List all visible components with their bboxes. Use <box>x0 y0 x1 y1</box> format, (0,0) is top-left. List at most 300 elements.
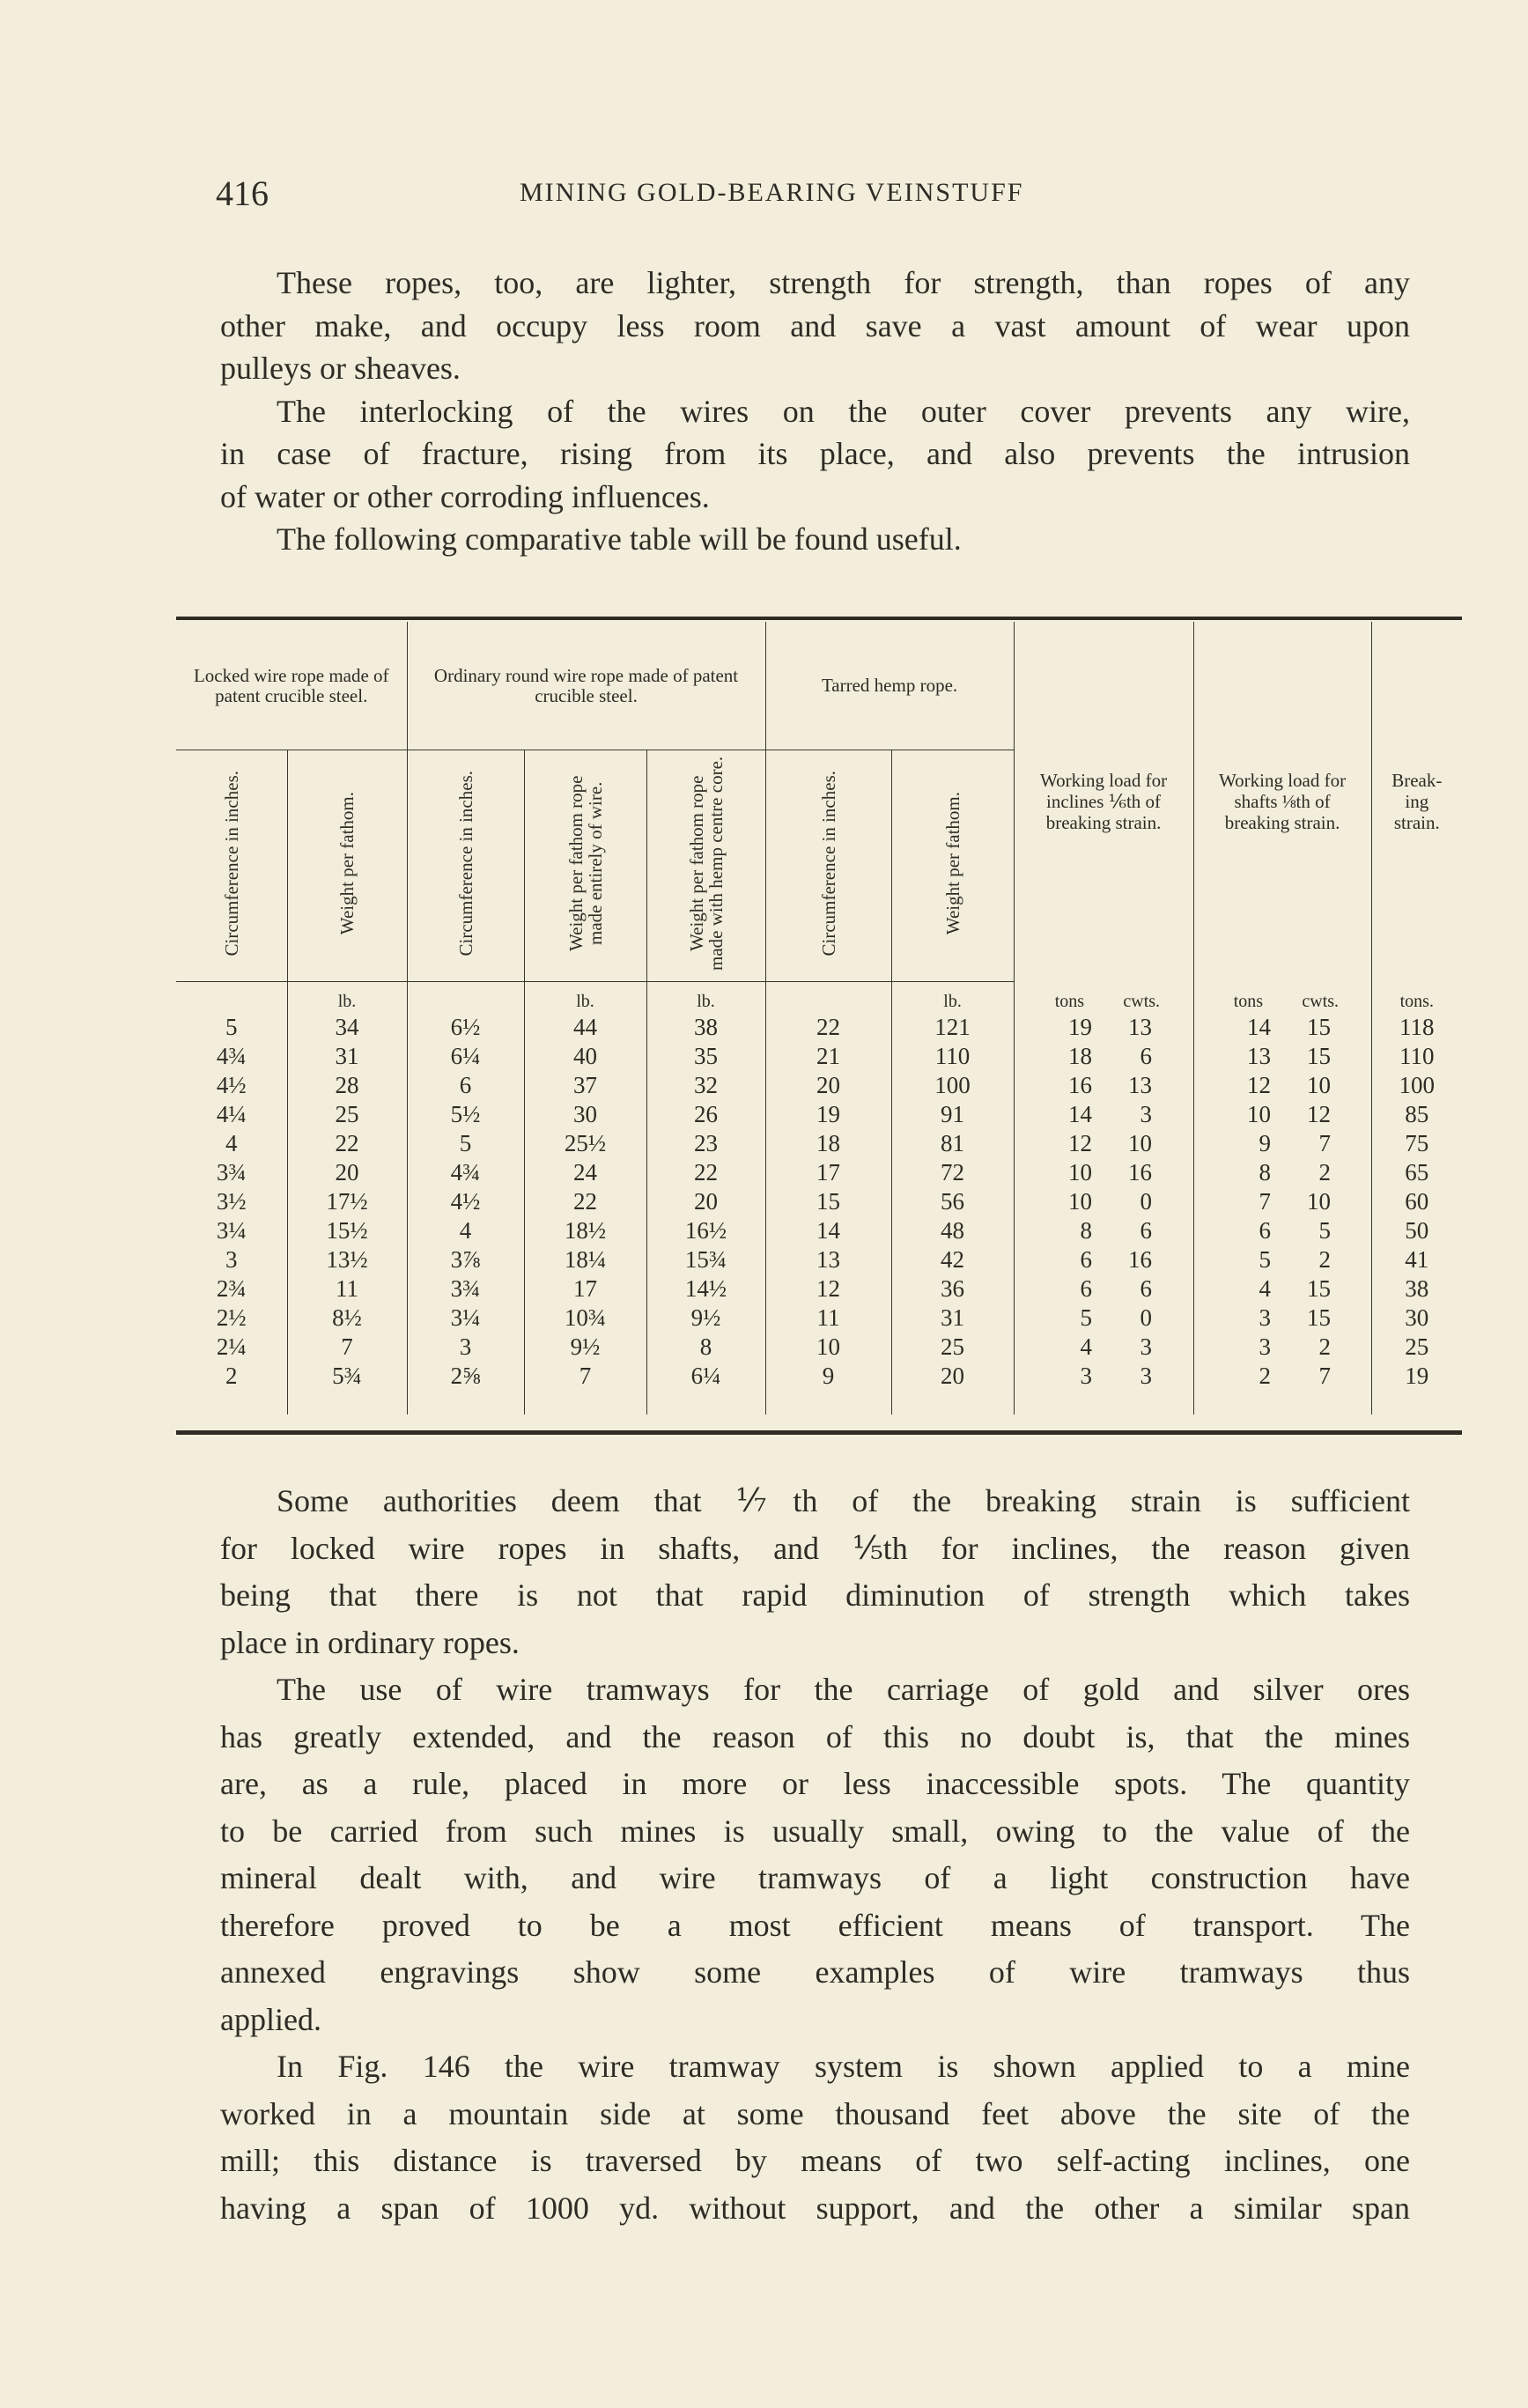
header-working-load-inclines: Working load for inclines ⅙th of breaking strain. <box>1014 622 1193 982</box>
table-cell <box>891 1186 1014 1215</box>
cell-value: 22 <box>694 1158 719 1186</box>
table-cell <box>407 1303 524 1332</box>
table-cell <box>891 1128 1014 1157</box>
cell-value: 2 <box>1318 1158 1332 1186</box>
cell-value: 12 <box>1307 1100 1332 1127</box>
cell-value: 3 <box>1140 1362 1153 1389</box>
cell-value: 22 <box>573 1187 598 1215</box>
cell-value: 32 <box>694 1071 719 1098</box>
unit-label: lb. <box>891 982 1014 1013</box>
cell-value: 65 <box>1405 1158 1429 1186</box>
table-cell <box>287 1070 407 1099</box>
table-cell <box>1371 1128 1462 1157</box>
table-cell <box>765 1186 891 1215</box>
cell-value: 72 <box>941 1158 965 1186</box>
cell-value: 10 <box>1068 1158 1093 1186</box>
table-cell <box>765 1012 891 1041</box>
table-cell <box>765 1215 891 1245</box>
cell-value: 19 <box>816 1100 841 1127</box>
cell-value: 3¼ <box>450 1304 481 1331</box>
table-row <box>176 1186 1462 1215</box>
table-cell <box>1014 1215 1193 1245</box>
table-row <box>176 1245 1462 1274</box>
cell-value: 11 <box>336 1274 358 1302</box>
cell-value: 15½ <box>326 1216 368 1244</box>
cell-value: 7 <box>1318 1362 1332 1389</box>
cell-value: 2 <box>1318 1245 1332 1273</box>
subheader-label: Weight per fathom. <box>336 791 358 935</box>
table-cell <box>891 1157 1014 1186</box>
table-cell <box>1193 1215 1371 1245</box>
unit-label: tons <box>1233 992 1264 1011</box>
text-line: pulleys or sheaves. <box>220 351 461 386</box>
cell-value: 14 <box>1247 1013 1272 1040</box>
table-cell <box>407 1070 524 1099</box>
table-cell <box>1014 1070 1193 1099</box>
cell-value: 75 <box>1405 1129 1429 1156</box>
table-top-rule <box>176 617 1462 620</box>
table-cell <box>646 1274 765 1303</box>
unit-label: lb. <box>646 982 765 1013</box>
table-cell <box>524 1041 646 1070</box>
cell-value: 81 <box>941 1129 965 1156</box>
unit-label: lb. <box>287 982 407 1013</box>
table-cell <box>646 1332 765 1361</box>
table-cell <box>891 1274 1014 1303</box>
header-ordinary-wire-rope: Ordinary round wire rope made of patent crucible steel. <box>407 622 765 750</box>
cell-value: 36 <box>941 1274 965 1302</box>
table-cell <box>646 1361 765 1415</box>
table-cell <box>287 1099 407 1128</box>
table-row <box>176 1070 1462 1099</box>
table-cell <box>287 1245 407 1274</box>
table-cell <box>1193 1070 1371 1099</box>
intro-text <box>220 262 1410 561</box>
table-cell <box>1193 1274 1371 1303</box>
text-line: These ropes, too, are lighter, strength for strength, than ropes of any <box>277 265 1410 300</box>
table-cell <box>287 1041 407 1070</box>
cell-value: 91 <box>941 1100 965 1127</box>
cell-value: 118 <box>1399 1013 1435 1040</box>
table-cell <box>176 1274 287 1303</box>
cell-value: 9 <box>1259 1129 1272 1156</box>
cell-value: 10¾ <box>564 1304 607 1331</box>
cell-value: 10 <box>1307 1187 1332 1215</box>
cell-value: 18 <box>1068 1042 1093 1069</box>
cell-value: 3 <box>1140 1333 1153 1360</box>
text-line: The following comparative table will be found useful. <box>277 521 962 557</box>
table-cell <box>646 1128 765 1157</box>
table-cell <box>407 1128 524 1157</box>
table-cell <box>1371 1099 1462 1128</box>
cell-value: 11 <box>816 1304 840 1331</box>
table-cell <box>1371 1041 1462 1070</box>
table-cell <box>176 1128 287 1157</box>
table-cell <box>524 1128 646 1157</box>
table-cell <box>287 1332 407 1361</box>
table-cell <box>407 1157 524 1186</box>
table-cell <box>1193 1361 1371 1415</box>
units-row <box>176 982 1462 1013</box>
table-cell <box>646 1245 765 1274</box>
cell-value: 5 <box>1080 1304 1093 1331</box>
table-cell <box>176 1186 287 1215</box>
table-cell <box>407 1215 524 1245</box>
table-cell <box>1014 1099 1193 1128</box>
table-cell <box>765 1099 891 1128</box>
table-cell <box>287 1274 407 1303</box>
text-line: annexed engravings show some examples of wire tramways thus <box>220 1954 1410 1990</box>
cell-value: 6 <box>1080 1245 1093 1273</box>
text-line: are, as a rule, placed in more or less inaccessible spots. The quantity <box>220 1766 1410 1801</box>
table-cell <box>1014 1361 1193 1415</box>
table-cell <box>646 1099 765 1128</box>
cell-value: 25 <box>335 1100 359 1127</box>
cell-value: 50 <box>1405 1216 1429 1244</box>
table-cell <box>524 1245 646 1274</box>
table-cell <box>765 1245 891 1274</box>
cell-value: 15 <box>816 1187 841 1215</box>
cell-value: 20 <box>694 1187 719 1215</box>
text-line: Some authorities deem that ⅐th of the breaking strain is sufficient <box>277 1483 1410 1518</box>
cell-value: 3 <box>225 1245 238 1273</box>
cell-value: 6½ <box>450 1013 481 1040</box>
cell-value: 3¼ <box>216 1216 247 1244</box>
unit-label: tons. <box>1371 982 1462 1013</box>
cell-value: 110 <box>1399 1042 1435 1069</box>
cell-value: 8 <box>1080 1216 1093 1244</box>
text-line: has greatly extended, and the reason of this no doubt is, that the mines <box>220 1718 1410 1754</box>
table-cell <box>891 1303 1014 1332</box>
table-cell <box>407 1274 524 1303</box>
cell-value: 3⅞ <box>450 1245 481 1273</box>
cell-value: 10 <box>1307 1071 1332 1098</box>
table-cell <box>1371 1303 1462 1332</box>
table-cell <box>891 1361 1014 1415</box>
cell-value: 6 <box>1140 1216 1153 1244</box>
cell-value: 19 <box>1405 1362 1429 1389</box>
table-cell <box>1193 1128 1371 1157</box>
table-cell <box>1371 1215 1462 1245</box>
cell-value: 56 <box>941 1187 965 1215</box>
unit-label: lb. <box>524 982 646 1013</box>
table-cell <box>1014 1128 1193 1157</box>
table-cell <box>765 1332 891 1361</box>
text-line: other make, and occupy less room and save a vast amount of wear upon <box>220 307 1410 343</box>
table-cell <box>176 1245 287 1274</box>
table-cell <box>765 1070 891 1099</box>
cell-value: 30 <box>573 1100 598 1127</box>
table-cell <box>765 1274 891 1303</box>
cell-value: 17 <box>573 1274 598 1302</box>
cell-value: 15 <box>1307 1304 1332 1331</box>
table-row <box>176 1274 1462 1303</box>
cell-value: 4 <box>225 1129 238 1156</box>
table-cell <box>765 1303 891 1332</box>
cell-value: 38 <box>1405 1274 1429 1302</box>
cell-value: 18¼ <box>564 1245 607 1273</box>
cell-value: 15 <box>1307 1042 1332 1069</box>
cell-value: 5 <box>1318 1216 1332 1244</box>
table-cell <box>407 1099 524 1128</box>
cell-value: 3½ <box>216 1187 247 1215</box>
cell-value: 3¾ <box>450 1274 481 1302</box>
table-cell <box>1014 1332 1193 1361</box>
table-cell <box>891 1245 1014 1274</box>
cell-value: 8 <box>1259 1158 1272 1186</box>
table-cell <box>1193 1186 1371 1215</box>
table-cell <box>891 1099 1014 1128</box>
cell-value: 16½ <box>684 1216 727 1244</box>
header-locked-wire-rope: Locked wire rope made of patent crucible steel. <box>176 622 407 750</box>
cell-value: 7 <box>1318 1129 1332 1156</box>
table-cell <box>524 1070 646 1099</box>
table-cell <box>891 1332 1014 1361</box>
text-line: The use of wire tramways for the carriage of gold and silver ores <box>277 1672 1410 1707</box>
table-cell <box>176 1361 287 1415</box>
cell-value: 17½ <box>326 1187 368 1215</box>
table-cell <box>1371 1332 1462 1361</box>
table-cell <box>1014 1274 1193 1303</box>
table-cell <box>524 1012 646 1041</box>
text-line: in case of fracture, rising from its place, and also prevents the intrusion <box>220 436 1410 471</box>
table-cell <box>1193 1245 1371 1274</box>
table-cell <box>765 1128 891 1157</box>
cell-value: 21 <box>816 1042 841 1069</box>
cell-value: 2¼ <box>216 1333 247 1360</box>
cell-value: 24 <box>573 1158 598 1186</box>
table-cell <box>407 1361 524 1415</box>
cell-value: 30 <box>1405 1304 1429 1331</box>
table-cell <box>176 1332 287 1361</box>
table-cell <box>765 1157 891 1186</box>
table-cell <box>765 1361 891 1415</box>
table-cell <box>176 1012 287 1041</box>
cell-value: 17 <box>816 1158 841 1186</box>
cell-value: 20 <box>816 1071 841 1098</box>
table-cell <box>407 1012 524 1041</box>
cell-value: 0 <box>1140 1187 1153 1215</box>
table-cell <box>891 1012 1014 1041</box>
cell-value: 31 <box>335 1042 359 1069</box>
cell-value: 15 <box>1307 1013 1332 1040</box>
cell-value: 6 <box>459 1071 472 1098</box>
cell-value: 38 <box>694 1013 719 1040</box>
table-cell <box>176 1070 287 1099</box>
cell-value: 25½ <box>564 1129 607 1156</box>
cell-value: 14½ <box>684 1274 727 1302</box>
cell-value: 2 <box>1318 1333 1332 1360</box>
cell-value: 18½ <box>564 1216 607 1244</box>
text-line: place in ordinary ropes. <box>220 1624 520 1660</box>
table-cell <box>1371 1012 1462 1041</box>
cell-value: 22 <box>816 1013 841 1040</box>
cell-value: 121 <box>934 1013 971 1040</box>
table-cell <box>176 1157 287 1186</box>
cell-value: 2½ <box>216 1304 247 1331</box>
cell-value: 9½ <box>690 1304 721 1331</box>
text-line: In Fig. 146 the wire tramway system is shown applied to a mine <box>277 2049 1410 2084</box>
table-cell <box>891 1070 1014 1099</box>
text-line: of water or other corroding influences. <box>220 478 710 514</box>
cell-value: 6 <box>1140 1274 1153 1302</box>
table-cell <box>287 1128 407 1157</box>
text-line: mill; this distance is traversed by means of two self-acting inclines, one <box>220 2143 1410 2178</box>
cell-value: 4¾ <box>216 1042 247 1069</box>
table-cell <box>1193 1157 1371 1186</box>
cell-value: 5 <box>459 1129 472 1156</box>
table-cell <box>1014 1303 1193 1332</box>
table-cell <box>1371 1361 1462 1415</box>
table-cell <box>1014 1186 1193 1215</box>
table-cell <box>287 1303 407 1332</box>
table-cell <box>1371 1274 1462 1303</box>
table-cell <box>176 1099 287 1128</box>
subheader-label: Circumference in inches. <box>817 770 839 957</box>
unit-label: cwts. <box>1302 992 1340 1011</box>
table-row <box>176 1303 1462 1332</box>
cell-value: 3 <box>1080 1362 1093 1389</box>
cell-value: 13 <box>816 1245 841 1273</box>
table-cell <box>524 1157 646 1186</box>
cell-value: 7 <box>341 1333 353 1360</box>
text-line: The interlocking of the wires on the outer cover prevents any wire, <box>277 393 1410 429</box>
header-breaking-strain: Break- ing strain. <box>1371 622 1462 982</box>
table-row <box>176 1012 1462 1041</box>
cell-value: 10 <box>1068 1187 1093 1215</box>
cell-value: 6 <box>1259 1216 1272 1244</box>
cell-value: 5¾ <box>332 1362 362 1389</box>
cell-value: 34 <box>335 1013 359 1040</box>
subheader-label: Circumference in inches. <box>220 770 242 957</box>
text-line: mineral dealt with, and wire tramways of a light construction have <box>220 1860 1410 1895</box>
cell-value: 3¾ <box>216 1158 247 1186</box>
table-cell <box>287 1012 407 1041</box>
table-cell <box>524 1215 646 1245</box>
cell-value: 4½ <box>450 1187 481 1215</box>
subheader <box>891 750 1014 982</box>
cell-value: 60 <box>1405 1187 1429 1215</box>
table-cell <box>287 1361 407 1415</box>
table-cell <box>287 1215 407 1245</box>
table-cell <box>524 1303 646 1332</box>
cell-value: 100 <box>1399 1071 1436 1098</box>
table-cell <box>1014 1157 1193 1186</box>
cell-value: 2 <box>225 1362 238 1389</box>
subheader <box>407 750 524 982</box>
cell-value: 100 <box>934 1071 971 1098</box>
table-cell <box>407 1245 524 1274</box>
table-cell <box>1193 1303 1371 1332</box>
table-cell <box>524 1274 646 1303</box>
table-cell <box>407 1041 524 1070</box>
table-cell <box>1371 1186 1462 1215</box>
cell-value: 10 <box>1247 1100 1272 1127</box>
cell-value: 22 <box>335 1129 359 1156</box>
table-cell <box>646 1041 765 1070</box>
cell-value: 15¾ <box>684 1245 727 1273</box>
table-cell <box>287 1186 407 1215</box>
cell-value: 25 <box>941 1333 965 1360</box>
table-cell <box>524 1332 646 1361</box>
cell-value: 5½ <box>450 1100 481 1127</box>
table-row <box>176 1099 1462 1128</box>
cell-value: 12 <box>1247 1071 1272 1098</box>
table-cell <box>176 1303 287 1332</box>
cell-value: 4½ <box>216 1071 247 1098</box>
subheader-label: Weight per fathom. <box>941 791 963 935</box>
cell-value: 2 <box>1259 1362 1272 1389</box>
cell-value: 28 <box>335 1071 359 1098</box>
cell-value: 2¾ <box>216 1274 247 1302</box>
cell-value: 4¾ <box>450 1158 481 1186</box>
rope-comparison-table <box>176 622 1462 1415</box>
cell-value: 3 <box>1259 1333 1272 1360</box>
subheader <box>176 750 287 982</box>
table-row <box>176 1215 1462 1245</box>
cell-value: 25 <box>1405 1333 1429 1360</box>
table-cell <box>1014 1041 1193 1070</box>
cell-value: 7 <box>1259 1187 1272 1215</box>
subheader <box>524 750 646 982</box>
text-line: therefore proved to be a most efficient means of transport. The <box>220 1907 1410 1943</box>
subheader <box>646 750 765 982</box>
table-cell <box>176 1215 287 1245</box>
header-working-load-shafts: Working load for shafts ⅛th of breaking strain. <box>1193 622 1371 982</box>
cell-value: 6¼ <box>690 1362 721 1389</box>
cell-value: 14 <box>816 1216 841 1244</box>
cell-value: 41 <box>1405 1245 1429 1273</box>
table-cell <box>646 1157 765 1186</box>
table-cell <box>1371 1245 1462 1274</box>
cell-value: 13 <box>1247 1042 1272 1069</box>
table-cell <box>646 1215 765 1245</box>
cell-value: 26 <box>694 1100 719 1127</box>
table-cell <box>1193 1041 1371 1070</box>
table-cell <box>524 1099 646 1128</box>
cell-value: 16 <box>1068 1071 1093 1098</box>
running-title: MINING GOLD-BEARING VEINSTUFF <box>520 178 1024 207</box>
table-cell <box>1193 1012 1371 1041</box>
table-cell <box>891 1215 1014 1245</box>
table-cell <box>1014 1245 1193 1274</box>
cell-value: 31 <box>941 1304 965 1331</box>
subheader-label: Weight per fathom rope made with hemp centre core. <box>685 756 727 971</box>
table-row <box>176 1361 1462 1415</box>
cell-value: 14 <box>1068 1100 1093 1127</box>
cell-value: 10 <box>816 1333 841 1360</box>
table-row <box>176 1332 1462 1361</box>
cell-value: 3 <box>1140 1100 1153 1127</box>
cell-value: 85 <box>1405 1100 1429 1127</box>
cell-value: 9 <box>822 1362 835 1389</box>
table-cell <box>176 1041 287 1070</box>
cell-value: 8½ <box>332 1304 362 1331</box>
subheader <box>287 750 407 982</box>
unit-label: cwts. <box>1123 992 1161 1011</box>
cell-value: 20 <box>335 1158 359 1186</box>
text-line: to be carried from such mines is usually small, owing to the value of the <box>220 1813 1410 1849</box>
table-cell <box>407 1332 524 1361</box>
cell-value: 44 <box>573 1013 598 1040</box>
cell-value: 13 <box>1128 1013 1153 1040</box>
cell-value: 16 <box>1128 1158 1153 1186</box>
cell-value: 13½ <box>326 1245 368 1273</box>
cell-value: 13 <box>1128 1071 1153 1098</box>
table-bottom-rule <box>176 1430 1462 1435</box>
cell-value: 5 <box>1259 1245 1272 1273</box>
unit-label: tons <box>1054 992 1085 1011</box>
